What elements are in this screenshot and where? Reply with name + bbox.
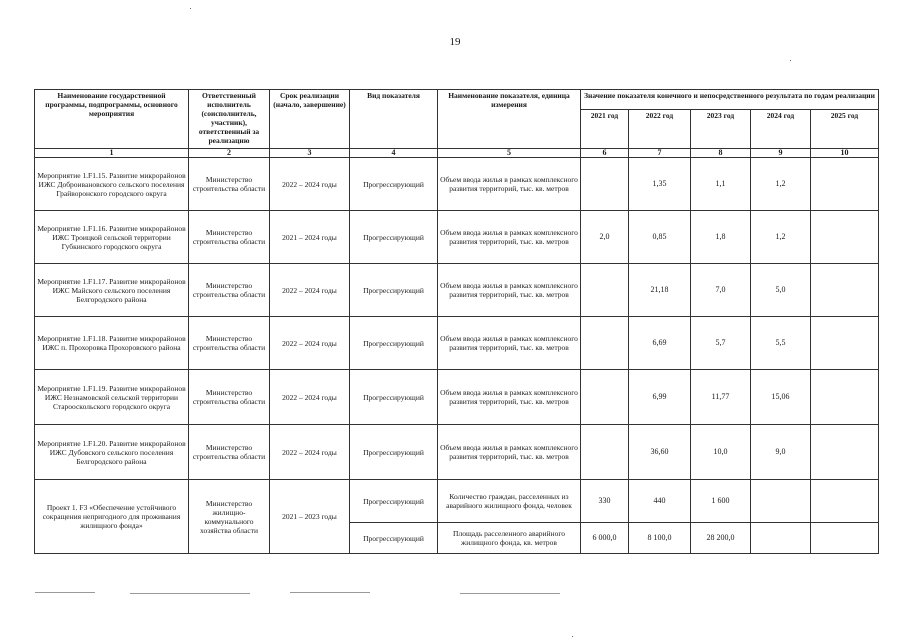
column-number: 9 — [751, 149, 811, 158]
value-2021 — [581, 158, 629, 211]
value-2024: 15,06 — [751, 370, 811, 425]
value-2022: 1,35 — [629, 158, 691, 211]
value-2024 — [751, 523, 811, 554]
table-row — [35, 425, 879, 480]
project-executor-cell: Министерство жилищно-коммунального хозяйства области — [189, 480, 270, 554]
value-2025 — [811, 370, 879, 425]
program-cell: Мероприятие 1.F1.18. Развитие микрорайонов ИЖС п. Прохоровка Прохоровского района — [35, 317, 189, 370]
header-year-2025: 2025 год — [811, 110, 879, 149]
value-2022: 440 — [629, 480, 691, 523]
period-cell: 2021 – 2024 годы — [270, 211, 350, 264]
scan-artifact-dot — [190, 8, 191, 9]
header-year-2022: 2022 год — [629, 110, 691, 149]
value-2023: 1 600 — [691, 480, 751, 523]
value-2021 — [581, 425, 629, 480]
value-2022: 6,69 — [629, 317, 691, 370]
column-number: 3 — [270, 149, 350, 158]
column-number: 4 — [350, 149, 438, 158]
kind-cell: Прогрессирующий — [350, 158, 438, 211]
header-values-group: Значение показателя конечного и непосредственного результата по годам реализации — [581, 90, 879, 110]
value-2021 — [581, 370, 629, 425]
period-cell: 2022 – 2024 годы — [270, 264, 350, 317]
period-cell: 2022 – 2024 годы — [270, 425, 350, 480]
scan-artifact-line — [35, 592, 95, 593]
value-2022: 6,99 — [629, 370, 691, 425]
value-2022: 0,85 — [629, 211, 691, 264]
table-row — [35, 158, 879, 211]
value-2025 — [811, 158, 879, 211]
project-program-cell: Проект 1. F3 «Обеспечение устойчивого сокращения непригодного для проживания жилищного фонда» — [35, 480, 189, 554]
kind-cell: Прогрессирующий — [350, 264, 438, 317]
value-2025 — [811, 523, 879, 554]
indicator-cell: Объем ввода жилья в рамках комплексного развития территорий, тыс. кв. метров — [438, 264, 581, 317]
executor-cell: Министерство строительства области — [189, 211, 270, 264]
value-2023: 5,7 — [691, 317, 751, 370]
header-year-2024: 2024 год — [751, 110, 811, 149]
column-number: 5 — [438, 149, 581, 158]
value-2022: 36,60 — [629, 425, 691, 480]
table-row — [35, 211, 879, 264]
header-indicator: Наименование показателя, единица измерения — [438, 90, 581, 149]
table-row — [35, 264, 879, 317]
indicator-cell: Объем ввода жилья в рамках комплексного развития территорий, тыс. кв. метров — [438, 317, 581, 370]
value-2021: 2,0 — [581, 211, 629, 264]
indicator-cell: Объем ввода жилья в рамках комплексного развития территорий, тыс. кв. метров — [438, 425, 581, 480]
table-row — [35, 370, 879, 425]
value-2025 — [811, 425, 879, 480]
value-2024 — [751, 480, 811, 523]
value-2023: 1,8 — [691, 211, 751, 264]
executor-cell: Министерство строительства области — [189, 158, 270, 211]
period-cell: 2022 – 2024 годы — [270, 317, 350, 370]
executor-cell: Министерство строительства области — [189, 370, 270, 425]
column-numbers-row — [35, 149, 879, 158]
indicator-cell: Объем ввода жилья в рамках комплексного развития территорий, тыс. кв. метров — [438, 158, 581, 211]
value-2025 — [811, 264, 879, 317]
program-cell: Мероприятие 1.F1.16. Развитие микрорайонов ИЖС Троицкой сельской территории Губкинского городского округа — [35, 211, 189, 264]
kind-cell: Прогрессирующий — [350, 425, 438, 480]
indicator-cell: Количество граждан, расселенных из аварийного жилищного фонда, человек — [438, 480, 581, 523]
value-2024: 5,5 — [751, 317, 811, 370]
header-program: Наименование государственной программы, подпрограммы, основного мероприятия — [35, 90, 189, 149]
column-number: 2 — [189, 149, 270, 158]
header-executor: Ответственный исполнитель (соисполнитель, участник), ответственный за реализацию — [189, 90, 270, 149]
header-period: Срок реализации (начало, завершение) — [270, 90, 350, 149]
scan-artifact-line — [130, 593, 250, 594]
indicator-cell: Объем ввода жилья в рамках комплексного развития территорий, тыс. кв. метров — [438, 370, 581, 425]
value-2023: 11,77 — [691, 370, 751, 425]
kind-cell: Прогрессирующий — [350, 523, 438, 554]
period-cell: 2022 – 2024 годы — [270, 158, 350, 211]
scan-artifact-line — [460, 593, 560, 594]
scan-artifact-line — [290, 592, 370, 593]
program-cell: Мероприятие 1.F1.19. Развитие микрорайонов ИЖС Незнамовской сельской территории Старооскольского городского округа — [35, 370, 189, 425]
value-2023: 28 200,0 — [691, 523, 751, 554]
program-cell: Мероприятие 1.F1.15. Развитие микрорайонов ИЖС Доброивановского сельского поселения Грайворонского городского округа — [35, 158, 189, 211]
column-number: 8 — [691, 149, 751, 158]
kind-cell: Прогрессирующий — [350, 211, 438, 264]
value-2024: 1,2 — [751, 211, 811, 264]
program-cell: Мероприятие 1.F1.20. Развитие микрорайонов ИЖС Дубовского сельского поселения Белгородского района — [35, 425, 189, 480]
page-number: 19 — [449, 36, 461, 48]
column-number: 6 — [581, 149, 629, 158]
header-kind: Вид показателя — [350, 90, 438, 149]
executor-cell: Министерство строительства области — [189, 264, 270, 317]
value-2023: 7,0 — [691, 264, 751, 317]
header-year-2021: 2021 год — [581, 110, 629, 149]
value-2025 — [811, 211, 879, 264]
period-cell: 2022 – 2024 годы — [270, 370, 350, 425]
column-number: 10 — [811, 149, 879, 158]
value-2024: 5,0 — [751, 264, 811, 317]
project-row-1 — [35, 480, 879, 523]
indicators-table — [34, 89, 879, 554]
column-number: 7 — [629, 149, 691, 158]
kind-cell: Прогрессирующий — [350, 480, 438, 523]
table-row — [35, 317, 879, 370]
executor-cell: Министерство строительства области — [189, 317, 270, 370]
column-number: 1 — [35, 149, 189, 158]
program-cell: Мероприятие 1.F1.17. Развитие микрорайонов ИЖС Майского сельского поселения Белгородского района — [35, 264, 189, 317]
header-year-2023: 2023 год — [691, 110, 751, 149]
value-2022: 8 100,0 — [629, 523, 691, 554]
value-2022: 21,18 — [629, 264, 691, 317]
value-2023: 1,1 — [691, 158, 751, 211]
value-2025 — [811, 480, 879, 523]
kind-cell: Прогрессирующий — [350, 370, 438, 425]
project-period-cell: 2021 – 2023 годы — [270, 480, 350, 554]
value-2021: 6 000,0 — [581, 523, 629, 554]
kind-cell: Прогрессирующий — [350, 317, 438, 370]
value-2025 — [811, 317, 879, 370]
value-2023: 10,0 — [691, 425, 751, 480]
scan-artifact-dot — [572, 636, 573, 637]
value-2021: 330 — [581, 480, 629, 523]
indicator-cell: Площадь расселенного аварийного жилищного фонда, кв. метров — [438, 523, 581, 554]
executor-cell: Министерство строительства области — [189, 425, 270, 480]
scan-artifact-dot — [790, 60, 791, 61]
value-2024: 1,2 — [751, 158, 811, 211]
value-2024: 9,0 — [751, 425, 811, 480]
indicator-cell: Объем ввода жилья в рамках комплексного развития территорий, тыс. кв. метров — [438, 211, 581, 264]
value-2021 — [581, 264, 629, 317]
value-2021 — [581, 317, 629, 370]
